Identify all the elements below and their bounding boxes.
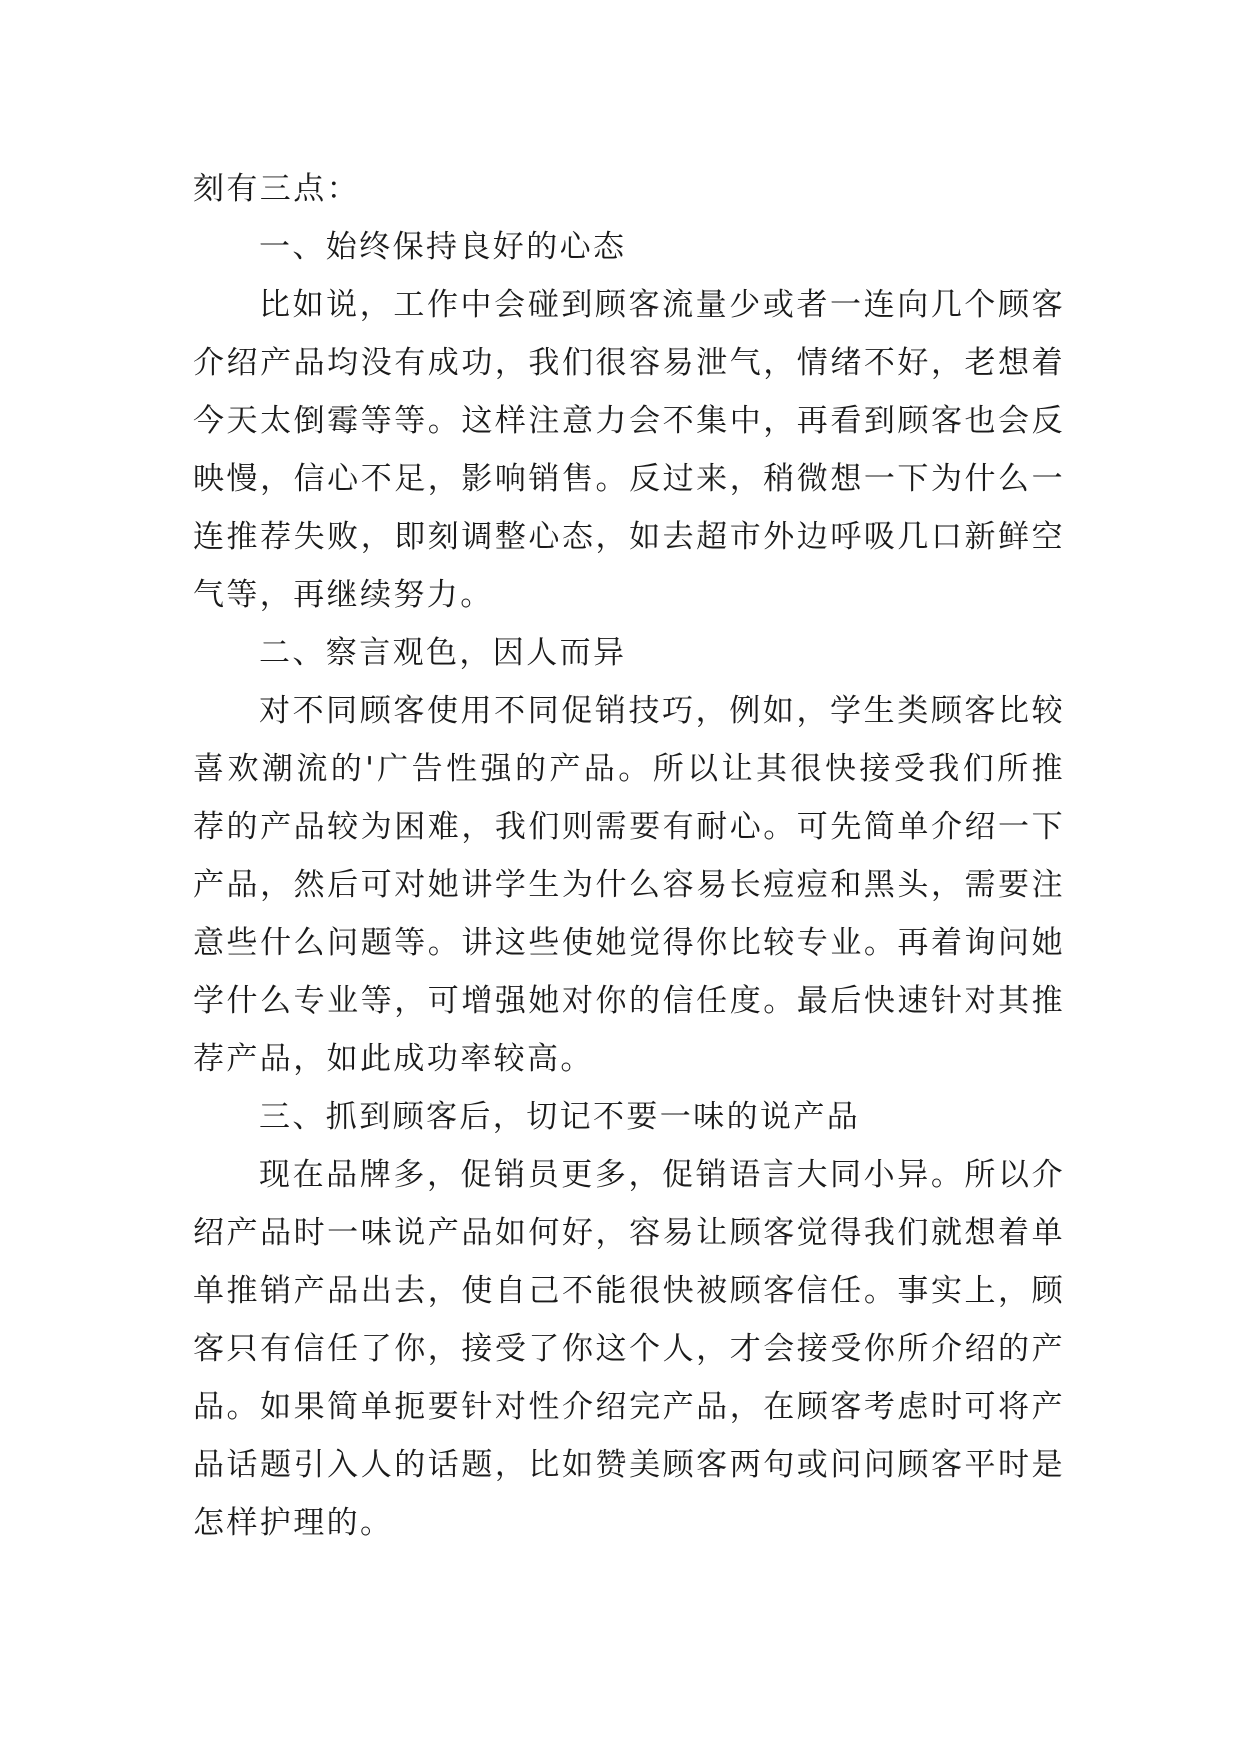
section-heading-3: 三、抓到顾客后，切记不要一味的说产品 bbox=[259, 1099, 861, 1135]
paragraph-continuation: 刻有三点： bbox=[193, 171, 360, 207]
section-heading-1: 一、始终保持良好的心态 bbox=[259, 229, 627, 265]
paragraph-body-2: 对不同顾客使用不同促销技巧，例如，学生类顾客比较喜欢潮流的'广告性强的产品。所以让其很快接受我们所推荐的产品较为困难，我们则需要有耐心。可先简单介绍一下产品，然后可对她讲学生为什么容易长痘痘和黑头，需要注意些什么问题等。讲这些使她觉得你比较专业。再着询问她学什么专业等，可增强她对你的信任度。最后快速针对其推荐产品，如此成功率较高。 bbox=[193, 693, 1065, 1077]
paragraph-body-1: 比如说，工作中会碰到顾客流量少或者一连向几个顾客介绍产品均没有成功，我们很容易泄气，情绪不好，老想着今天太倒霉等等。这样注意力会不集中，再看到顾客也会反映慢，信心不足，影响销售。反过来，稍微想一下为什么一连推荐失败，即刻调整心态，如去超市外边呼吸几口新鲜空气等，再继续努力。 bbox=[193, 287, 1065, 613]
paragraph-body-3: 现在品牌多，促销员更多，促销语言大同小异。所以介绍产品时一味说产品如何好，容易让顾客觉得我们就想着单单推销产品出去，使自己不能很快被顾客信任。事实上，顾客只有信任了你，接受了你这个人，才会接受你所介绍的产品。如果简单扼要针对性介绍完产品，在顾客考虑时可将产品话题引入人的话题，比如赞美顾客两句或问问顾客平时是怎样护理的。 bbox=[193, 1157, 1065, 1541]
section-heading-2: 二、察言观色，因人而异 bbox=[259, 635, 627, 671]
document-body bbox=[193, 160, 1065, 1552]
